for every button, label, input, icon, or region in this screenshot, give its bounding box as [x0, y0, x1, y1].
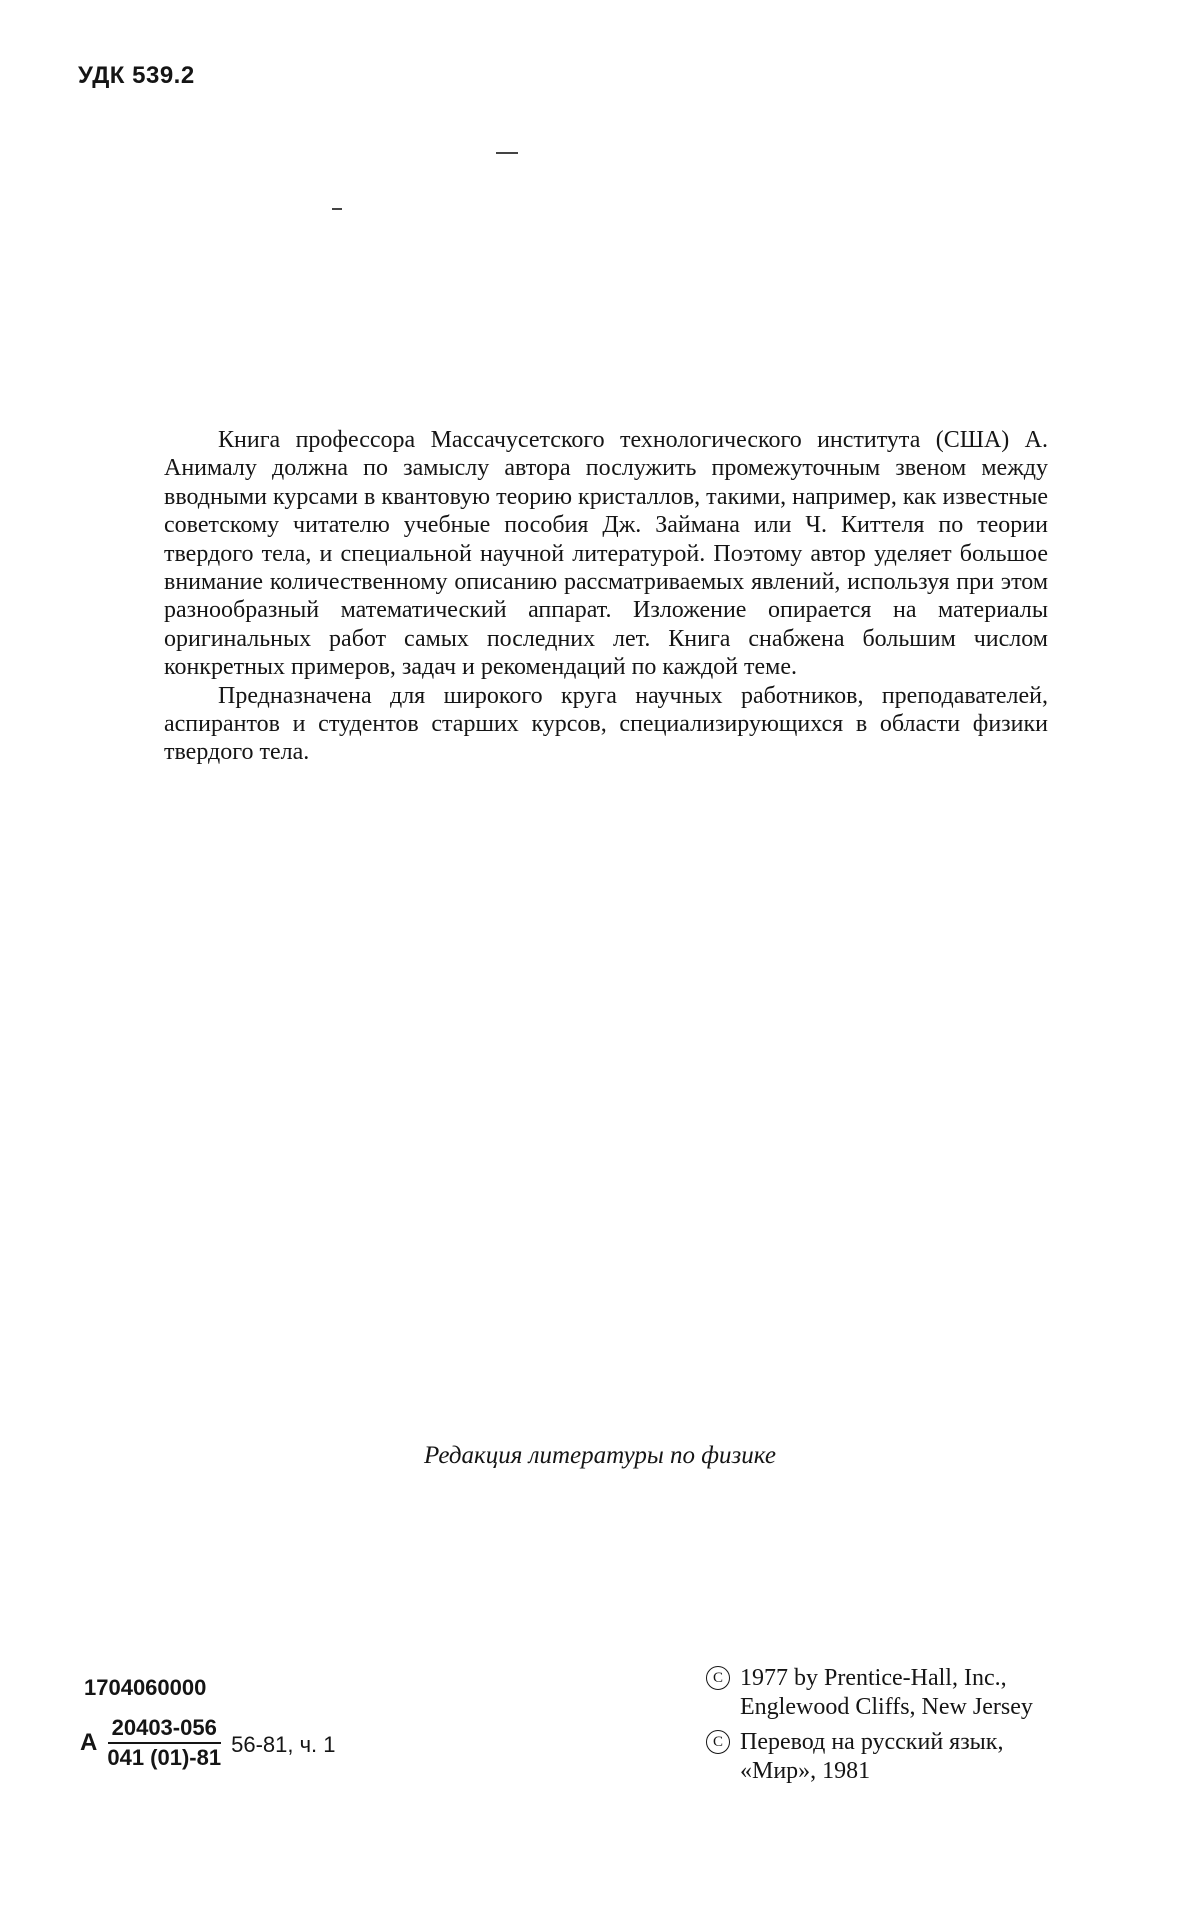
formula-fraction [103, 1715, 225, 1771]
formula-letter: А [80, 1729, 98, 1756]
formula-suffix: 56-81, ч. 1 [231, 1732, 336, 1757]
book-abstract [164, 426, 1048, 767]
copyright-original [706, 1664, 1146, 1722]
copyright-translation-line: «Мир», 1981 [740, 1758, 871, 1784]
publication-index-formula [80, 1715, 336, 1771]
udk-classification: УДК 539.2 [78, 62, 195, 89]
formula-denominator: 041 (01)-81 [107, 1745, 222, 1770]
print-speck [496, 152, 518, 154]
copyright-translation [706, 1728, 1146, 1786]
print-speck [332, 208, 342, 210]
formula-numerator: 20403-056 [108, 1715, 221, 1744]
abstract-paragraph: Предназначена для широкого круга научных работников, преподавателей, аспирантов и студентов старших курсов, специализирующихся в области физики твердого тела. [164, 682, 1048, 766]
copyright-icon: C [706, 1730, 730, 1754]
abstract-paragraph: Книга профессора Массачусетского технологического института (США) А. Анималу должна по замыслу автора послужить промежуточным звеном между вводными курсами в квантовую теорию кристаллов, такими, например, как известные советскому читателю учебные пособия Дж. Займана или Ч. Киттеля по теории твердого тела, и специальной научной литературой. Поэтому автор уделяет большое внимание количественному описанию рассматриваемых явлений, используя при этом разнообразный математический аппарат. Изложение опирается на материалы оригинальных работ самых последних лет. Книга снабжена большим числом конкретных примеров, задач и рекомендаций по каждой теме. [164, 427, 1048, 681]
copyright-original-line: 1977 by Prentice-Hall, Inc., [740, 1665, 1007, 1691]
catalog-code: 1704060000 [84, 1675, 207, 1700]
copyright-original-line: Englewood Cliffs, New Jersey [740, 1694, 1033, 1720]
copyright-icon: C [706, 1666, 730, 1690]
copyright-block [706, 1664, 1146, 1792]
editorial-office-line: Редакция литературы по физике [424, 1442, 776, 1469]
copyright-translation-line: Перевод на русский язык, [740, 1729, 1004, 1755]
